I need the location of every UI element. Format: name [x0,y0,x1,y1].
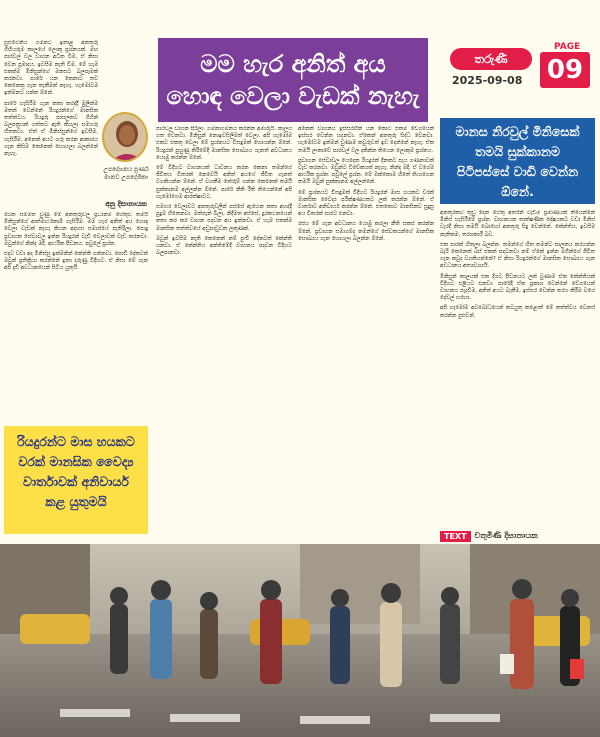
paragraph: අනතුරකට තුඩු දෙන හේතු අතරින් වැඩිම ප්‍රමාණයක් තියෙන්නේ මිනිස් හැසිරීමේ ප්‍රශ්න. වාහනයක තාක්ෂණික දෝෂයකට වඩා මිනිස් වැරදි නිසා තමයි බොහෝ අනතුරු සිදු වෙන්නේ. කේන්තිය, ඉවසීම නැතිකම, තරගකාරී බව. [440,210,595,238]
brand-logo: තරුණී [450,48,532,70]
page-number: 09 [540,52,590,88]
masthead [450,40,595,114]
paragraph: සමහර වෙලාවට අනතුරුවලින් පස්සේ ඇහෙන කතා අහද්දී පුදුම හිතෙනවා. මත්පැන් බීලා, නිදිමත අස්සේ, දුරකථනයෙන් කතා කර කර වාහන පදවන අය ඉන්නවා. ඒ හැම එකක්ම මානසික තත්ත්වයේ අඩුපාඩුවක ලකුණක්. [156,204,292,232]
paragraph: අපි හැමෝම අවබෝධයෙන් කටයුතු කළොත් මේ තත්ත්වය වෙනස් කරන්න පුළුවන්. [440,305,595,319]
headline-line-1: මම හැර අනිත් අය [200,50,386,78]
column-4 [440,210,595,524]
column-1-bottom [4,212,148,422]
author-caption: උපදේශනය පූර්ණ මානව උපදේශිකා [103,166,149,181]
paragraph: එදාට වඩා අද මිනිස්සු ඉක්මනින් කේන්ති ගන්නවා. පොඩි දේකටත් ඔවුන් ප්‍රතික්‍රියා කරන්නේ ඉතා දරුණු විදිහට. ඒ නිසා මේ ගැන අපි දැඩි අවධානයෙන් සිටිය යුතුයි. [4,251,148,272]
paragraph: එක පාරක් හිතලා බලන්න. තමන්ගේ හිත තමන්ට පාලනය කරගන්න බැරි කෙනෙක් බස් එකක් පදවනවා නම් ඒකේ ඉන්න මගීන්ගේ ජීවිත ගැන කවුද වගකියන්නේ? ඒ නිසා රියදුරන්ගේ මානසික සෞඛ්‍යය ගැන අවධානය අත්‍යවශ්‍යයි. [440,241,595,270]
paragraph: රටක සම්මත වුණු මේ අනතුරුවල ප්‍රධානම හේතුව තමයි මිනිසුන්ගේ ආත්මාර්ථකාමී හැසිරීම. මම හැර අනිත් අය හොඳ වෙලා වැඩක් නැහැ කියන අදහස සමාජයේ පැතිරිලා. පොදු ප්‍රවාහන සේවාවල ඉන්න රියදුරන් වැඩි වෙලාවක් වැඩ කරනවා. ඔවුන්ගේ නින්ද මදි. ආර්ථික පීඩනය. පවුලේ ප්‍රශ්න. [4,212,148,247]
issue-date: 2025-09-08 [452,74,523,87]
paragraph: පාරවල වාහන පිරිලා. ගමනාගමනය කරන්න අමාරුයි. කාලය ගත වෙනවා. මිනිසුන් නොඉවසිලිමත් වෙලා. අපි හැමෝම එකට එකතු වෙලා මේ ප්‍රශ්නයට විසඳුමක් හොයන්න ඕනේ. රියදුරන් පුහුණු කිරීමේදී මානසික සෞඛ්‍යය ගැනත් අවධානය යොමු කරන්න ඕනේ. [156,126,292,161]
paragraph: මිනිසුන් කාලයක් එක දිගට පීඩනයට ලක් වුණාම ඒක කේන්තියක් විදිහට එළියට එනවා. පාරේදී ඒක ප්‍රකාශ වෙන්නේ වේගයෙන් වාහනය පැදවීම, අනිත් අයට බැනීම, ඉස්සර වෙන්න තරග කිරීම වගේ දේවල් හරහා. [440,273,595,302]
headline [158,38,428,122]
paragraph: පාරේ හැසිරීම ගැන කතා කරද්දී මුලින්ම මතක් වෙන්නේ රියදුරන්ගේ මානසික තත්ත්වය. රියදුරු පාසලකට ගිහින් බලපත්‍රයක් ගත්තට ඇති කියලා සමහරු හිතනවා. ඒත් ඒ මිනිස්සුන්ගේ ඉවසීම, හැසිරීම, අනෙක් අයට ගරු කරන ආකාරය ගැන කිසිම කෙනෙක් හොයලා බලන්නේ නැහැ. [4,100,98,158]
paragraph: සුළුවෙනිය ගමනට ඉතාළ අනතුරු ගිහියරුම කාලයේ ලොකු ප්‍රශ්නයක්. මහ පාරවල් වල වාහන අධික වීම, ඒ නිසා වෙන ප්‍රමාදය, ඉවසීම නැති වීම. මේ හැම එකක්ම මිනිසුන්ගේ මනසට බලපෑමක් කරනවා. පාරේ යන කෙනාට තව කෙනෙකු ගැන තැකීමක් නැහැ. හැමෝටම ඉක්මනට යන්න ඕනේ. [4,40,98,97]
paragraph: රජය මේ ගැන අවධානය යොමු කරලා නීති සකස් කරන්න ඕනේ. ප්‍රවාහන සමාගම්ද තමන්ගේ සේවකයන්ගේ මානසික සෞඛ්‍යය ගැන හොයලා බලන්න ඕනේ. [298,221,434,242]
street-crowd-photo [0,544,600,737]
byline-tag: TEXT [440,531,471,542]
paragraph: මේ ප්‍රශ්නයට විසඳුමක් විදිහට රියදුරන් මාස හයකට වරක් මානසික වෛද්‍ය පරීක්ෂණයකට ලක් කරන්න ඕනේ. ඒ වාර්තාව අනිවාර්ය කරන්න ඕනේ. එතකොට මානසිකව සුදුසු අය විතරක් පාරට එනවා. [298,189,434,218]
paragraph: අනෙක් වාහනය ඉස්සරහින් යන කොට එකම වේගයෙන් ඉස්සර වෙන්න හදනවා. ඒකෙන් අනතුරු සිද්ධ වෙනවා. හැමෝටම ඉක්මන් වුණාම කවුරුවත් ඉඩ දෙන්නේ නැහැ. ඒක තමයි ලංකාවේ පාරවල් වල දකින්න තියෙන ලොකුම ප්‍රශ්නය. [298,126,434,154]
byline-author: චතුමිණි දිසානායක [474,531,538,540]
author-name: අනු දිසානායක [105,200,147,208]
paragraph: මේ විදිහට වාහනයක් ධාවනය කරන කෙනා තමන්ගේ ජීවිතය විතරක් නෙවෙයි අනිත් අයගේ ජීවිත ගැනත් වගකියන්න ඕනේ. ඒ වගකීම තේරුම් ගන්න කෙනෙක් තමයි සුක්කානම අල්ලන්න ඕනේ. පාරේ නීති රීති තියෙන්නේ අපි හැමෝගෙම ආරක්ෂාවට. [156,165,292,200]
column-1-top [4,40,98,210]
paragraph: ඔවුන් ඉවසීම නැති කෙනෙක් නම් පුංචි දේකටත් කේන්ති යනවා. ඒ කේන්තිය අන්තිමේදී වාහනය පදවන විදිහට බලපානවා. [156,235,292,257]
headline-line-2: හොඳ වෙලා වැඩක් නැහැ [166,82,420,110]
pull-quote-left: රියදුරන්ට මාස හයකට වරක් මානසික වෛද්‍ය වාර්තාවක් අනිවාර්ය කළ යුතුමයි [4,426,148,534]
byline [440,528,595,544]
column-2 [156,126,292,542]
page-label: PAGE [554,42,581,52]
author-photo [102,112,148,162]
pull-quote-top: මානස නිරවුල් මිනිසෙක් තමයි සුක්කානම පිටිපස්සේ වාඩි වෙන්න ඕනේ. [440,118,595,204]
paragraph: ප්‍රවාහන සේවාවල යෙදෙන රියදුරන් දිනකට පැය ගණනාවක් වැඩ කරනවා. ඔවුන්ට විවේකයක් නැහැ. නින්ද මදි. ඒ වගේම ආර්ථික ප්‍රශ්න. පවුලේ ප්‍රශ්න. මේ ඔක්කොම හිතේ තියාගෙන තමයි ඔවුන් සුක්කානම අල්ලන්නේ. [298,157,434,186]
column-3 [298,126,434,542]
